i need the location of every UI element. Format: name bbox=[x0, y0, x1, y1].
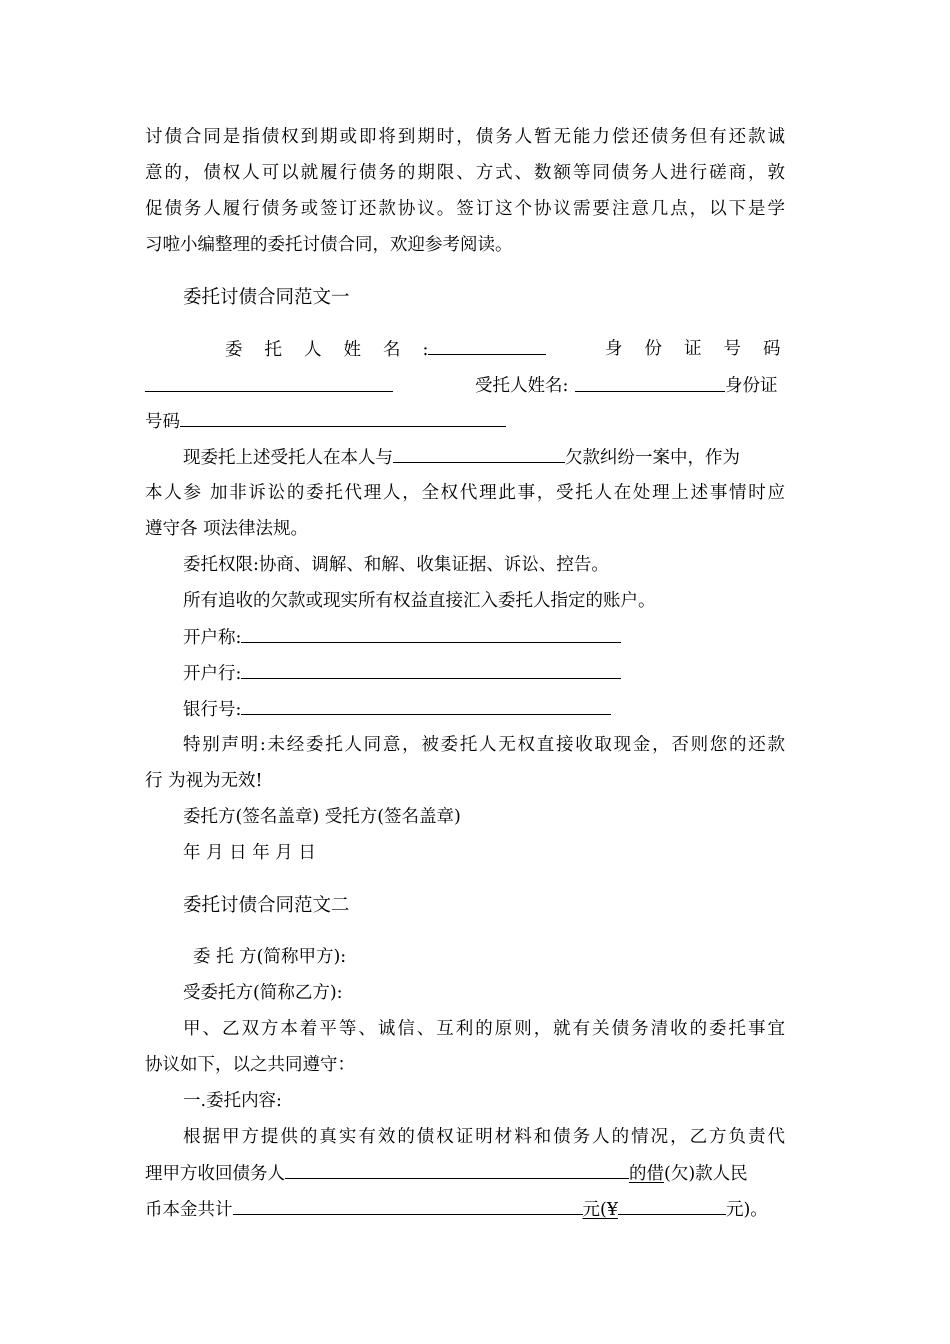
intro-line-4: 习啦小编整理的委托讨债合同，欢迎参考阅读。 bbox=[145, 235, 513, 255]
sample2-para1-line1: 甲、乙双方本着平等、诚信、互利的原则，就有关债务清收的委托事宜 bbox=[183, 1019, 785, 1039]
account-note-line: 所有追收的欠款或现实所有权益直接汇入委托人指定的账户。 bbox=[183, 591, 656, 611]
sample2-para1-line2: 协议如下，以之共同遵守： bbox=[145, 1055, 355, 1075]
sample1-heading: 委托讨债合同范文一 bbox=[183, 287, 350, 308]
debtor-blank[interactable] bbox=[393, 445, 565, 463]
agent-row bbox=[145, 374, 785, 399]
principal-row bbox=[225, 337, 803, 362]
bank-no-row bbox=[183, 697, 785, 722]
para1-text-a: 现委托上述受托人在本人与 bbox=[183, 448, 393, 468]
agent-id-blank[interactable] bbox=[180, 409, 506, 427]
party-a-line: 委 托 方(简称甲方): bbox=[193, 947, 347, 967]
debtor-name-blank[interactable] bbox=[285, 1161, 629, 1179]
bank-no-blank[interactable] bbox=[241, 697, 611, 715]
authority-line: 委托权限:协商、调解、和解、收集证据、诉讼、控告。 bbox=[183, 555, 609, 575]
bank-no-label: 银行号: bbox=[183, 700, 242, 720]
para2-text-f: 元)。 bbox=[725, 1200, 768, 1220]
account-name-row bbox=[183, 625, 785, 650]
agent-id-label-part1: 身份证 bbox=[725, 376, 778, 396]
sample1-para1-line1 bbox=[183, 445, 785, 470]
sample1-para1-line3: 遵守各 项法律法规。 bbox=[145, 519, 309, 539]
intro-line-2: 意的，债权人可以就履行债务的期限、方式、数额等同债务人进行磋商，敦 bbox=[145, 163, 785, 183]
party-b-line: 受委托方(简称乙方): bbox=[183, 983, 343, 1003]
agent-id-row bbox=[145, 409, 785, 434]
bank-blank[interactable] bbox=[241, 661, 621, 679]
statement-line-2: 行 为视为无效! bbox=[145, 771, 263, 791]
principal-label: 委托人姓名 bbox=[225, 340, 423, 360]
agent-name-blank[interactable] bbox=[575, 374, 725, 392]
dates-line: 年 月 日 年 月 日 bbox=[183, 843, 316, 863]
account-name-label: 开户称: bbox=[183, 628, 242, 648]
bank-label: 开户行: bbox=[183, 664, 242, 684]
para2-text-a: 理甲方收回债务人 bbox=[145, 1164, 285, 1184]
sample2-para2-line3 bbox=[145, 1197, 785, 1222]
para1-text-b: 欠款纠纷一案中，作为 bbox=[565, 448, 740, 468]
amount-figure-blank[interactable] bbox=[618, 1197, 726, 1215]
para2-text-e: 元(¥ bbox=[582, 1200, 618, 1220]
sample2-heading: 委托讨债合同范文二 bbox=[183, 895, 350, 916]
bank-row bbox=[183, 661, 785, 686]
id-label: 身份证号码 bbox=[605, 339, 803, 359]
account-name-blank[interactable] bbox=[241, 625, 621, 643]
agent-name-label: 受托人姓名: bbox=[475, 376, 569, 396]
statement-line-1: 特别声明:未经委托人同意，被委托人无权直接收取现金，否则您的还款 bbox=[183, 735, 785, 755]
para2-text-d: 币本金共计 bbox=[145, 1200, 233, 1220]
principal-id-blank[interactable] bbox=[145, 374, 393, 392]
para2-text-c: (欠)款人民 bbox=[664, 1164, 748, 1184]
para2-text-b: 的借 bbox=[629, 1164, 664, 1184]
section1-heading: 一.委托内容: bbox=[183, 1091, 282, 1111]
signatures-line: 委托方(签名盖章) 受托方(签名盖章) bbox=[183, 807, 461, 827]
agent-id-label-part2: 号码 bbox=[145, 412, 180, 432]
sample2-para2-line2 bbox=[145, 1161, 785, 1186]
intro-line-3: 促债务人履行债务或签订还款协议。签订这个协议需要注意几点，以下是学 bbox=[145, 199, 785, 219]
principal-colon: : bbox=[422, 340, 429, 360]
principal-amount-blank[interactable] bbox=[233, 1197, 583, 1215]
intro-line-1: 讨债合同是指债权到期或即将到期时，债务人暂无能力偿还债务但有还款诚 bbox=[145, 127, 785, 147]
sample2-para2-line1: 根据甲方提供的真实有效的债权证明材料和债务人的情况，乙方负责代 bbox=[183, 1127, 785, 1147]
sample1-para1-line2: 本人参 加非诉讼的委托代理人，全权代理此事，受托人在处理上述事情时应 bbox=[145, 483, 785, 503]
principal-name-blank[interactable] bbox=[428, 337, 546, 355]
